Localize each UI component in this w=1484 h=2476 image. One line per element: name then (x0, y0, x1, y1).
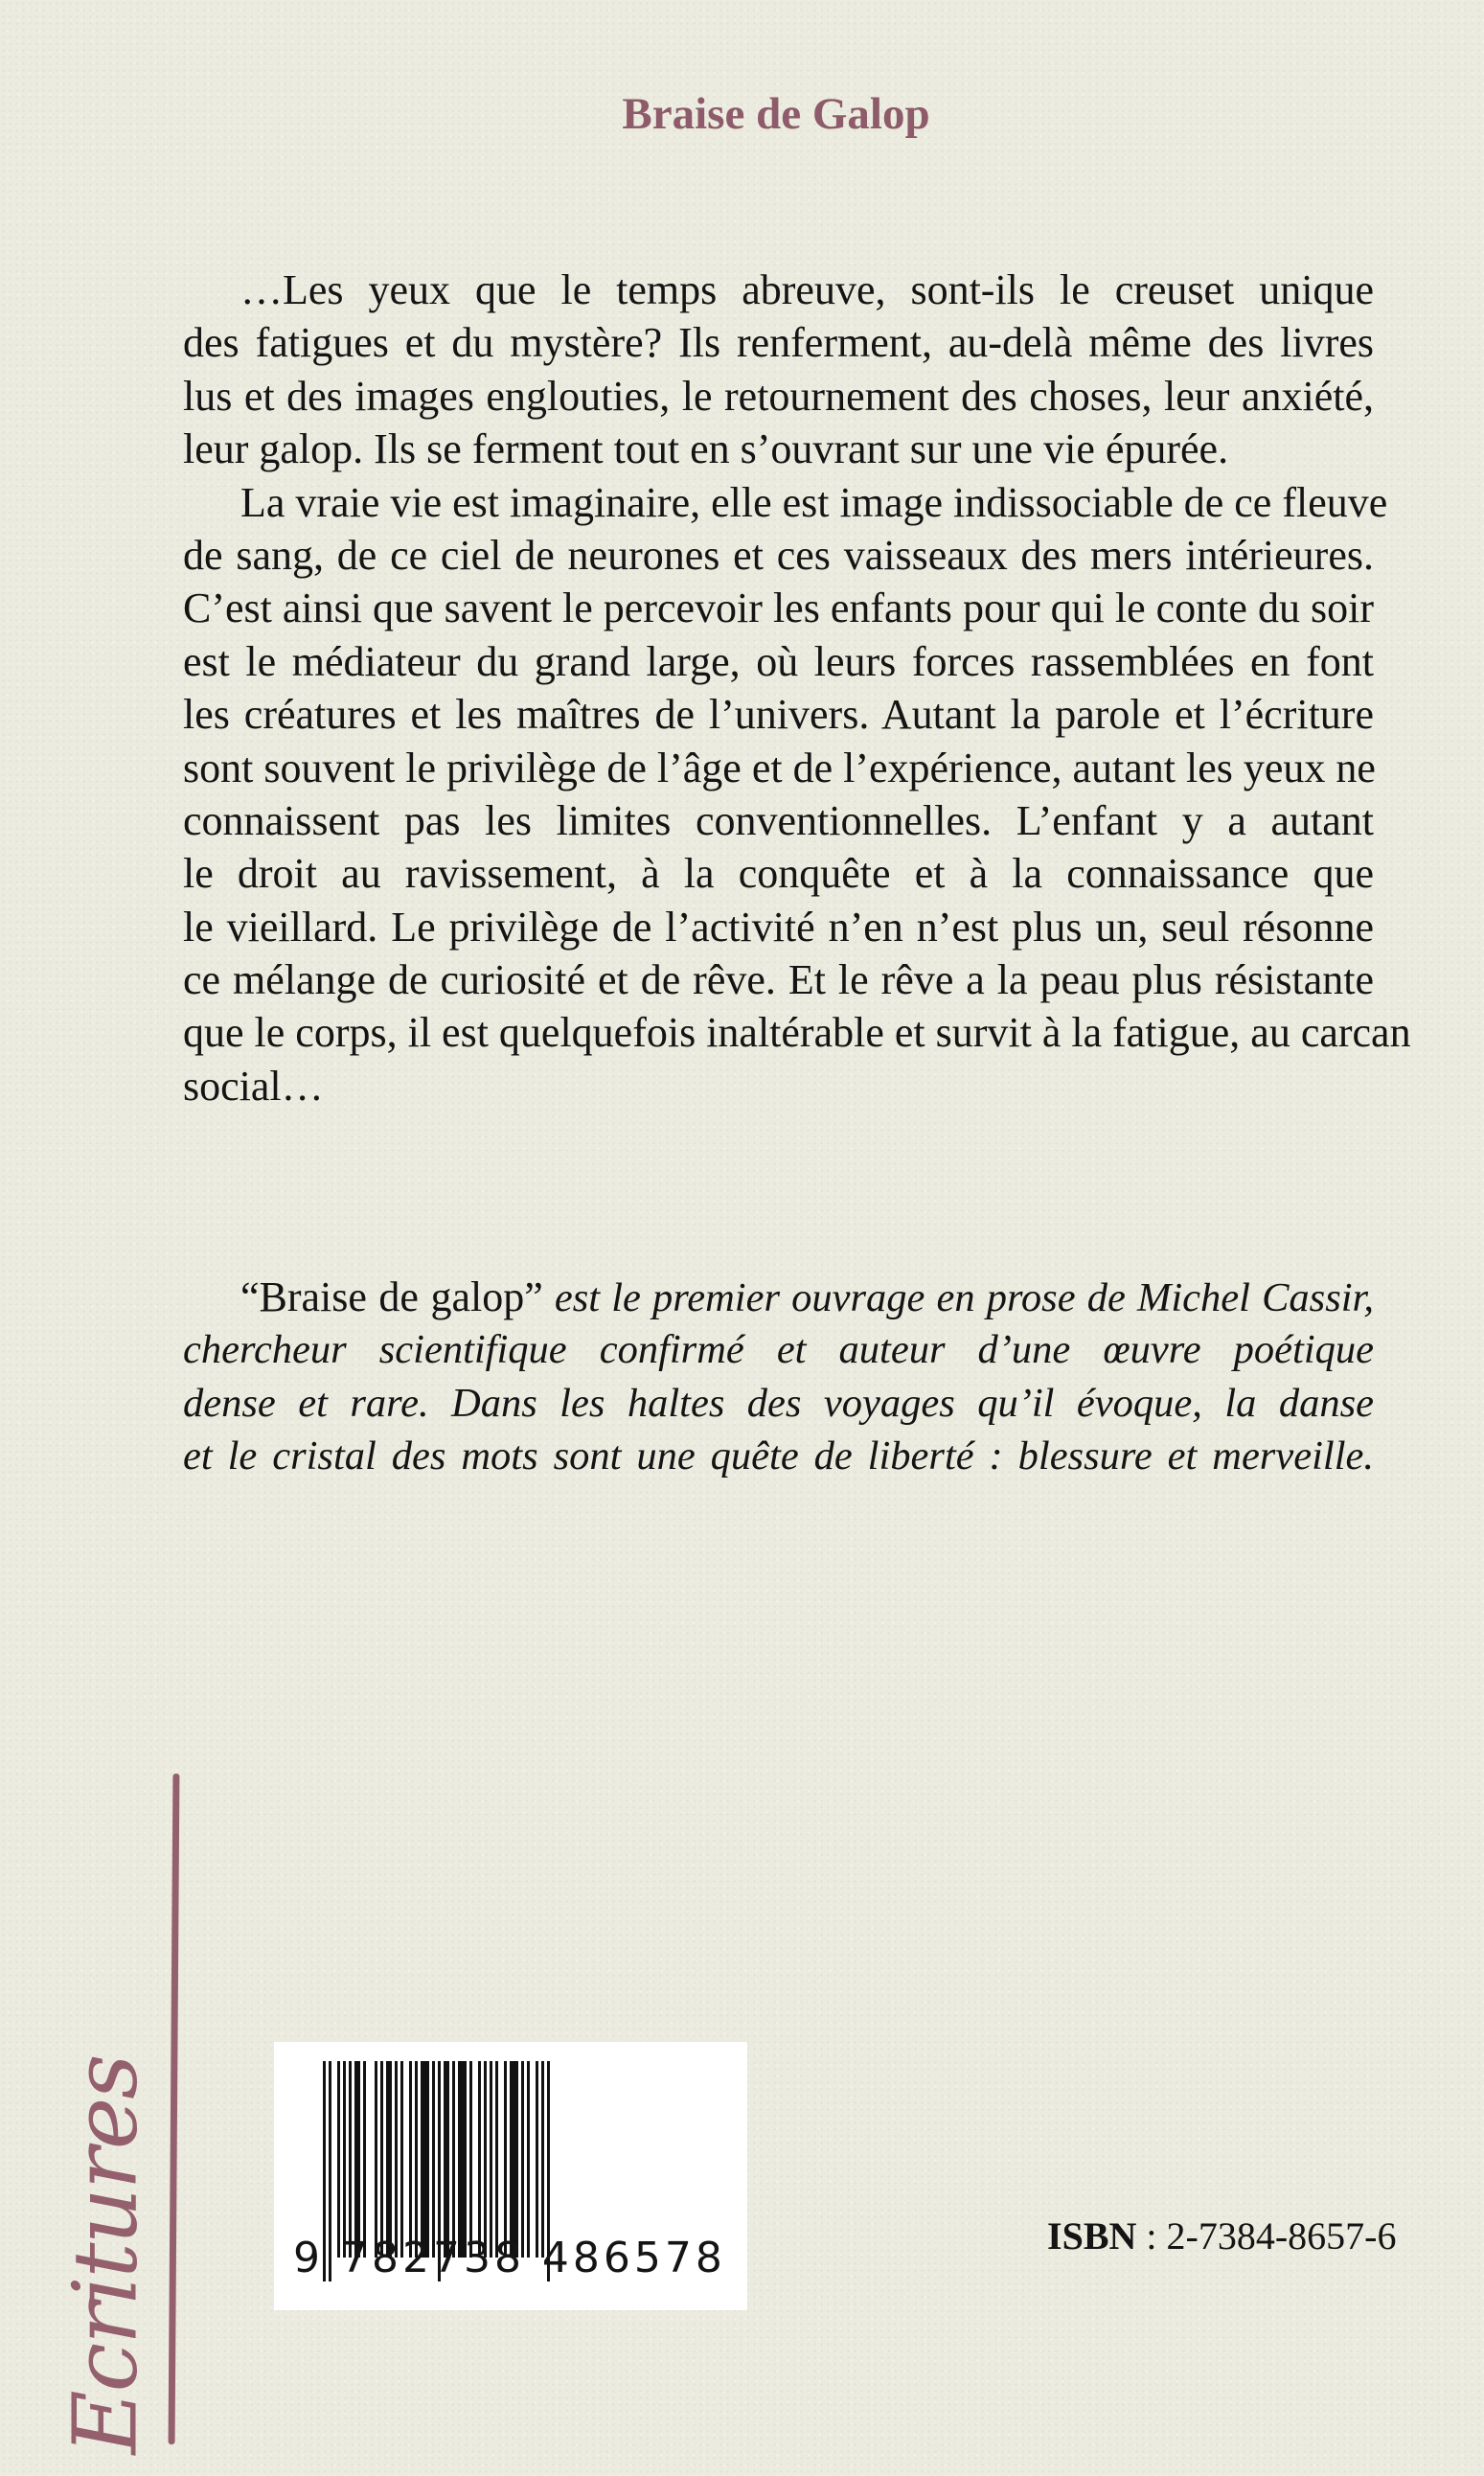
excerpt-line: le vieillard. Le privilège de l’activité n’en n’est plus un, seul résonne (183, 903, 1374, 951)
excerpt-line: social… (183, 1062, 324, 1110)
book-title: Braise de Galop (622, 89, 930, 139)
barcode-number: 9 782738 486578 (293, 2234, 726, 2282)
excerpt-line: les créatures et les maîtres de l’univers. Autant la parole et l’écriture (183, 691, 1374, 739)
excerpt-line: des fatigues et du mystère? Ils renferment, au-delà même des livres (183, 319, 1374, 367)
blurb-line: chercheur scientifique confirmé et auteur d’une œuvre poétique (183, 1327, 1374, 1373)
publisher-logo: Ecritures (54, 2055, 157, 2455)
barcode (274, 2042, 747, 2310)
excerpt-line: sont souvent le privilège de l’âge et de l’expérience, autant les yeux ne (183, 744, 1376, 791)
excerpt-line: est le médiateur du grand large, où leurs forces rassemblées en font (183, 637, 1374, 685)
excerpt-line: lus et des images englouties, le retournement des choses, leur anxiété, (183, 372, 1374, 420)
excerpt-line: le droit au ravissement, à la conquête et à la connaissance que (183, 850, 1374, 898)
excerpt-line: connaissent pas les limites conventionnelles. L’enfant y a autant (183, 796, 1374, 844)
publisher-rule (169, 1774, 180, 2444)
excerpt-line: leur galop. Ils se ferment tout en s’ouvrant sur une vie épurée. (183, 425, 1229, 473)
barcode-bar (550, 2061, 553, 2258)
excerpt-line: de sang, de ce ciel de neurones et ces vaisseaux des mers intérieures. (183, 531, 1374, 579)
isbn-value: : 2-7384-8657-6 (1136, 2214, 1397, 2258)
excerpt-text (183, 264, 1411, 1112)
excerpt-line: …Les yeux que le temps abreuve, sont-ils le creuset unique (240, 266, 1374, 313)
blurb-line: dense et rare. Dans les haltes des voyages qu’il évoque, la danse (183, 1380, 1374, 1426)
blurb-line: et le cristal des mots sont une quête de liberté : blessure et merveille. (183, 1433, 1374, 1479)
barcode-bar (510, 2061, 518, 2258)
barcode-bar (458, 2061, 467, 2258)
isbn (1047, 2213, 1396, 2258)
isbn-label: ISBN (1047, 2214, 1137, 2258)
barcode-bar (366, 2061, 375, 2258)
excerpt-line: C’est ainsi que savent le percevoir les enfants pour qui le conte du soir (183, 585, 1374, 632)
barcode-bar (421, 2061, 429, 2258)
excerpt-line: ce mélange de curiosité et de rêve. Et le rêve a la peau plus résistante (183, 956, 1374, 1004)
blurb-text (183, 1271, 1374, 1483)
excerpt-line: La vraie vie est imaginaire, elle est image indissociable de ce fleuve (240, 478, 1388, 526)
blurb-book-title: “Braise de galop” (240, 1273, 543, 1320)
excerpt-line: que le corps, il est quelquefois inaltérable et survit à la fatigue, au carcan (183, 1009, 1411, 1057)
blurb-first-line: est le premier ouvrage en prose de Michel Cassir, (542, 1275, 1375, 1320)
